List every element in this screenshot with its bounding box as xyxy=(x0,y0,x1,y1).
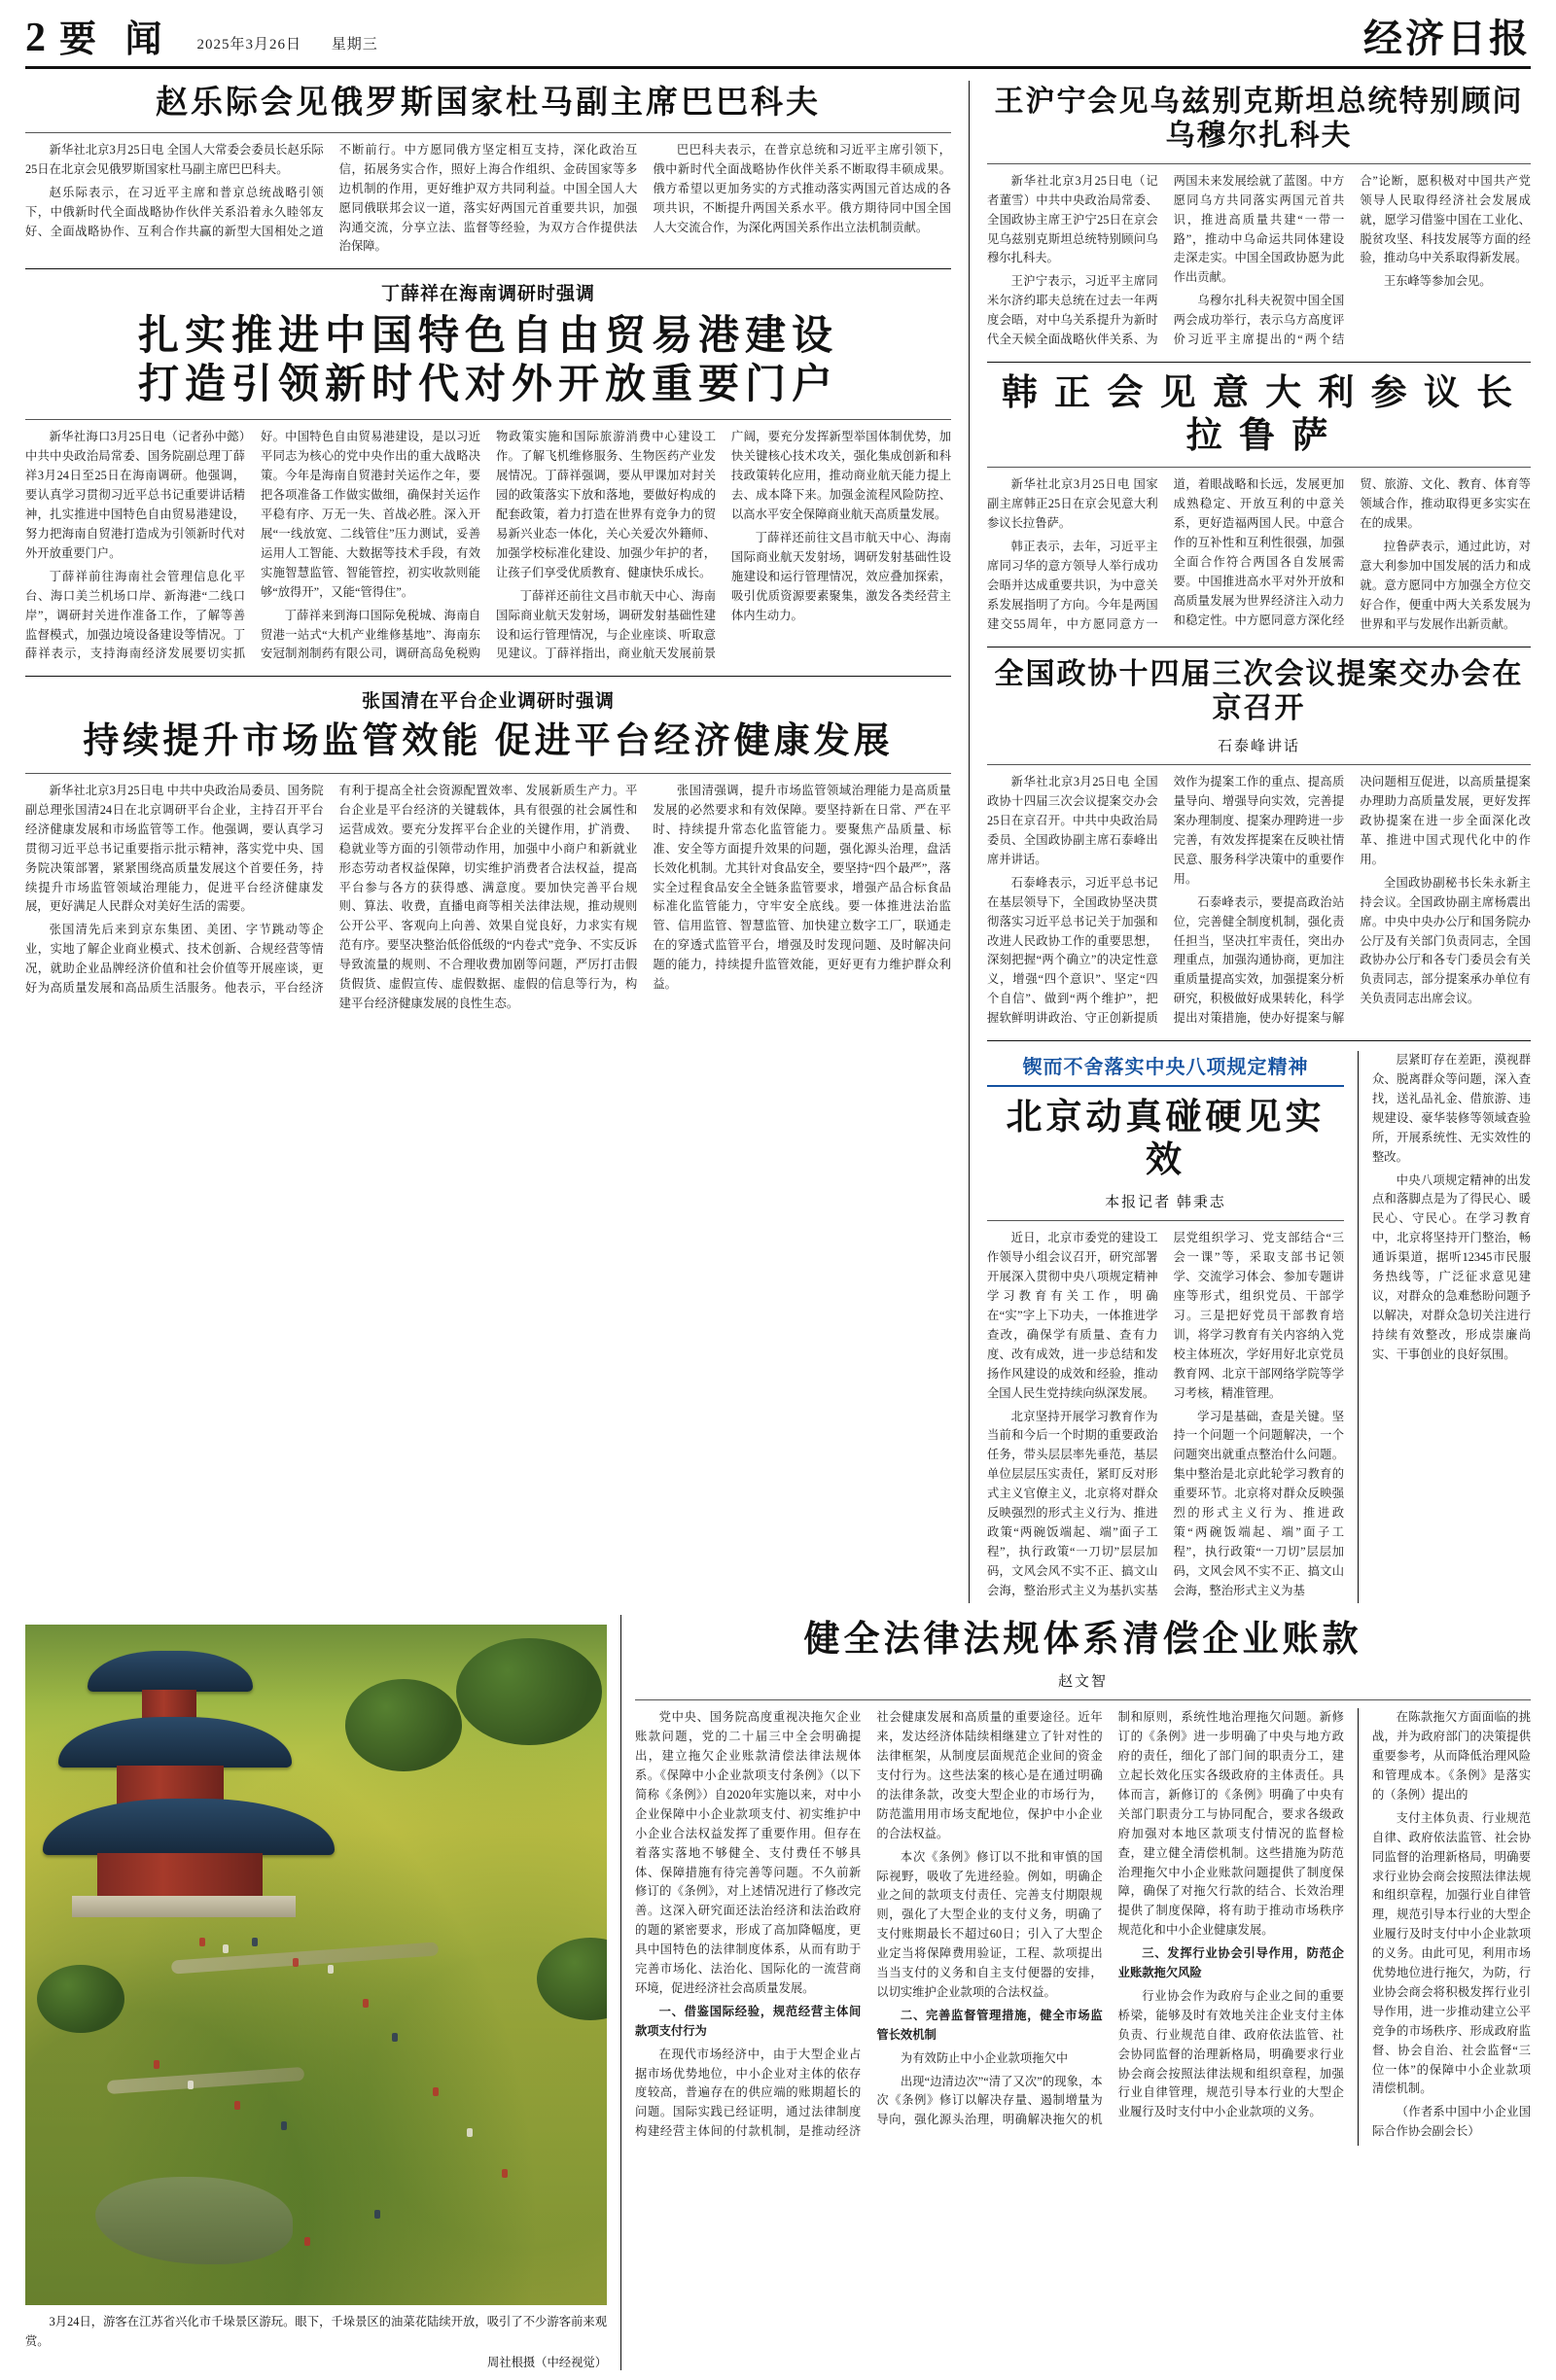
pillar-lower xyxy=(97,1853,263,1898)
article-zhao-leji xyxy=(25,85,951,257)
feature-subheading: 三、发挥行业协会引导作用，防范企业账款拖欠风险 xyxy=(1117,1946,1344,1980)
pavilion-base xyxy=(72,1896,296,1917)
paragraph: 党中央、国务院高度重视决拖欠企业账款问题，党的二十届三中全会明确提出，建立拖欠企业账款清偿法律法规体系。《保障中小企业款项支付条例》（以下简称《条例》）自2020年实施以来，对中小企业保障中小企业款项支付、初实维护中小企业合法权益发挥了重要作用。但存在着落实落地不够健全、支付费任不够具体、保障措施有待完善等问题。不久前新修订的《条例》，对上述情况进行了修改完善。这深入研究面还法治经济和法治政府的题的紧密要求，形成了高加降幅度，更具中国特色的法律制度体系，从而有助于完善市场化、法治化、国际化的一流营商环境，促进经济社会高质量发展。 xyxy=(635,1710,862,1995)
visitor xyxy=(502,2169,508,2178)
paragraph: 行业协会作为政府与企业之间的重要桥梁，能够及时有效地关注企业支付主体负责、行业规范自律、政府依法监管、社会协同监督的治理新格局，明确要求行业协会商会按照法律法规和组织章程，加强行业自律管理，规范引导本行业的大型企业履行及时支付中小企业款项的义务。 xyxy=(1117,1988,1344,2119)
issue-weekday: 星期三 xyxy=(331,37,378,52)
divider xyxy=(25,268,951,269)
paragraph: 新华社北京3月25日电 中共中央政治局委员、国务院副总理张国清24日在北京调研平台企业，主持召开平台经济健康发展和市场监管等工作。他强调，要认真学习贯彻习近平总书记重要指示批示精神，落实党中央、国务院决策部署，紧紧围绕高质量发展这个首要任务，持续提升市场监管领域治理能力，促进平台经济健康发展，更好满足人民群众对美好生活的需要。 xyxy=(25,784,324,914)
paragraph: 中央八项规定精神的出发点和落脚点是为了得民心、暖民心、守民心。在学习教育中，北京将坚持开门整治，畅通诉渠道，据听12345市民服务热线等，广泛征求意见建议，对群众的急难愁盼问题予以解决，对群众急切关注进行持续有效整改，形成崇廉尚实、干事创业的良好氛围。 xyxy=(1372,1172,1531,1361)
article-han-zheng xyxy=(987,372,1531,635)
article-body xyxy=(987,1229,1344,1602)
paragraph: 乌穆尔扎科夫祝贺中国全国两会成功举行，表示乌方高度评价习近平主席提出的“两个结合”论断，愿积极对中国共产党领导人民取得经济社会发展成就，愿学习借鉴中国在工业化、脱贫攻坚、科技发展等方面的经验，推动乌中关系取得新发展。 xyxy=(1173,173,1531,347)
article-headline: 持续提升市场监管效能 促进平台经济健康发展 xyxy=(83,721,894,762)
right-column xyxy=(969,81,1531,1603)
paragraph: 张国清强调，提升市场监管领域治理能力是高质量发展的必然要求和有效保障。要坚持新在日常、严在平时、持续提升常态化监管能力。要聚焦产品质量、标准、安全等方面提升效果的问题，强化源头治理，盘活长效化机制。尤其针对食品安全，要坚持“四个最严”，落实全过程食品安全全链条监管要求，增强产品合标食品标准化监管能力，守牢安全底线。要一体推进法治监管、信用监管、智慧监管、加快建立数字工厂，联通走在的穿透式监管平台，增强及时发现问题、及时解决问题的能力，持续提升监管效能，更好更有力维护群众利益。 xyxy=(653,784,951,992)
article-headline: 韩 正 会 见 意 大 利 参 议 长 拉 鲁 萨 xyxy=(1001,372,1517,456)
feature-byline: 赵文智 xyxy=(1057,1674,1108,1691)
article-body xyxy=(25,141,951,257)
paragraph: 张国清先后来到京东集团、美团、字节跳动等企业，实地了解企业商业模式、技术创新、合规经营等情况，就助企业品牌经济价值和社会价值等开展座谈，更好为高质量发展和高品质生活服务。他表示，平台经济有利于提高全社会资源配置效率、发展新质生产力。平台企业是平台经济的关键载体，具有很强的社会属性和运营成效。要充分发挥平台企业的关键作用，扩消费、稳就业等方面的引领带动作用，加强中小商户和新就业形态劳动者权益保障，切实维护消费者合法权益，提高平台参与各方的获得感、满意度。要加快完善平台规则、算法、收费，直播电商等相关法律法规，推动规则公开公平、客观向上向善、效果自觉良好，力求实有规范有序。要坚决整治低俗低级的“内卷式”竞争、不实反诉导致流量的规则、不合理收费加剧等问题，严厉打击假货假货、虚假宣传、虚假数据、虚假的信息等行为，构建平台经济健康发展的良性生态。 xyxy=(25,784,638,1010)
paragraph: 新华社海口3月25日电（记者孙中懿）中共中央政治局常委、国务院副总理丁薛祥3月24日至25日在海南调研。他强调，要认真学习贯彻习近平总书记重要讲话精神，扎实推进中国特色自由贸易港建设，努力把海南自贸港打造成为引领新时代对外开放重要门户。 xyxy=(25,430,245,560)
article-headline xyxy=(25,313,951,409)
paragraph: 学习是基础，查是关键。坚持一个问题一个问题解决，一个问题突出就重点整治什么问题。集中整治是北京此轮学习教育的重要环节。北京将对群众反映强烈的形式主义行为、推进政策“两碗饭端起、端”面子工程”，执行政策“一刀切”层层加码，文风会风不实不正、搞文山会海，整治形式主义为基 xyxy=(1173,1409,1344,1597)
paragraph: 韩正表示，去年，习近平主席同习华的意方领导人举行成功会晤并达成重要共识，为中意关系发展指明了方向。今年是两国建交55周年，中方愿同意方一道，着眼战略和长远，发展更加成熟稳定、开放互利的中意关系，更好造福两国人民。中意合作的互补性和互利性很强，加强全面合作符合两国各自发展需要。中国推进高水平对外开放和高质量发展为世界经济注入动力和稳定性。中方愿同意方深化经贸、旅游、文化、教育、体育等领域合作，推动取得更多实实在在的成果。 xyxy=(987,477,1531,631)
article-body xyxy=(25,428,951,664)
photo-caption: 3月24日，游客在江苏省兴化市千垛景区游玩。眼下，千垛景区的油菜花陆续开放，吸引了不少游客前来观赏。 xyxy=(25,2314,607,2348)
issue-date-text: 2025年3月26日 xyxy=(196,37,302,52)
visitor xyxy=(188,2081,194,2089)
photo-wrap xyxy=(25,1625,607,2371)
roof-middle xyxy=(58,1717,292,1768)
tree xyxy=(537,1938,607,2020)
paragraph: 支付主体负责、行业规范自律、政府依法监管、社会协同监督的治理新格局，明确要求行业协会商会按照法律法规和组织章程，加强行业自律管理，规范引导本行业的大型企业履行及时支付中小企业款项的义务。由此可见，利用市场优势地位进行拖欠，为防，行业协会商会将积极发挥行业引导作用，进一步推动建立公平竞争的市场秩序、形成政府监督、协会自治、社会监督“三位一体”的保障中小企业款项清偿机制。 xyxy=(1372,1810,1531,2096)
visitor xyxy=(234,2101,240,2110)
divider xyxy=(987,163,1531,164)
visitor xyxy=(363,1999,369,2008)
paragraph: 石泰峰表示，要提高政治站位，完善健全制度机制，强化责任担当，坚决扛牢责任，突出办理重点，加强沟通协商，更加注重质量提高实效，加强提案分析研究，积极做好成果转化，科学提出对策措施，使办好提案与解决问题相互促进，以高质量提案办理助力高质量发展，更好发挥政协提案在进一步全面深化改革、推进中国式现代化中的作用。 xyxy=(1173,775,1531,1026)
feature-body xyxy=(635,1708,1344,2142)
visitor xyxy=(199,1938,205,1946)
divider xyxy=(25,773,951,774)
visitor xyxy=(293,1958,299,1967)
paragraph: 石泰峰表示，习近平总书记在基层领导下，全国政协坚决贯彻落实习近平总书记关于加强和改进人民政协工作的重要思想，深刻把握“两个确立”的决定性意义，增强“四个意识”、坚定“四个自信”、做到“两个维护”，把握软鲜明讲政治、守正创新提质效作为提案工作的重点、提高质量导向、增强导向实效，完善提案办理制度、提案办理跨进一步完善，有效发挥提案在反映社情民意、服务科学决策中的重要作用。 xyxy=(987,775,1345,1026)
feature-sidebar-body xyxy=(1372,1708,1531,2142)
photo-block xyxy=(25,1615,620,2371)
paragraph: 新华社北京3月25日电 全国政协十四届三次会议提案交办会25日在京召开。中共中央政治局委员、全国政协副主席石泰峰出席并讲话。 xyxy=(987,775,1158,866)
roof-top xyxy=(88,1651,253,1692)
article-wang-huning xyxy=(987,85,1531,350)
article-headline: 全国政协十四届三次会议提案交办会在京召开 xyxy=(994,657,1524,724)
article-zhang-guoqing xyxy=(25,686,951,1014)
walking-path xyxy=(170,1942,438,1974)
paragraph: 出现“边清边次”“清了又次”的现象，本次《条例》修订以解决存量、遏制增量为导向，强化源头治理，明确解决拖欠的机制和原则，系统性地治理拖欠问题。新修订的《条例》进一步明确了中央与地方政府的责任，细化了部门间的职责分工，建立起长效化压实各级政府的主体责任。具体而言，新修订的《条例》明确了中央有关部门职责分工与协同配合，要求各级政府加强对本地区款项支付情况的监督检查，建立健全清偿机制。这些措施为防范治理拖欠中小企业账款问题提供了制度保障，确保了对拖欠行款的结合、长效治理提供了制度保障，将有助于推动市场秩序规范化和中小企业健康发展。 xyxy=(876,1710,1344,2127)
paragraph: 本次《条例》修订以不批和审慎的国际视野，吸收了先进经验。例如，明确企业之间的款项支付责任、完善支付期限规则，强化了大型企业的支付义务，明确了支付账期最长不超过60日；引入了大型企业定当将保障费用验证，工程、款项提出当当支付的义务和自主支付便器的安排，以切实维护企业款项的合法权益。 xyxy=(876,1849,1103,1999)
headline-line-2: 打造引领新时代对外开放重要门户 xyxy=(137,362,838,407)
bottom-section xyxy=(25,1615,1531,2371)
paragraph: 新华社北京3月25日电（记者董雪）中共中央政治局常委、全国政协主席王沪宁25日在京会见乌兹别克斯坦总统特别顾问乌穆尔扎科夫。 xyxy=(987,173,1158,265)
photo-credit: 周社根摄（中经视觉） xyxy=(487,2356,607,2370)
paragraph: （作者系中国中小企业国际合作协会副会长） xyxy=(1372,2105,1531,2139)
paragraph: 王沪宁表示，习近平主席同米尔济约耶夫总统在过去一年两度会晤，对中乌关系提升为新时代全天候全面战略伙伴关系、为两国未来发展绘就了蓝图。中方愿同乌方共同落实两国元首共识，推进高质量共建“一带一路”，推动中乌命运共同体建设走深走实。中国全国政协愿为此作出贡献。 xyxy=(987,173,1345,347)
headline-line-1: 扎实推进中国特色自由贸易港建设 xyxy=(137,314,838,360)
paragraph: 丁薛祥还前往文昌市航天中心、海南国际商业航天发射场，调研发射基础性建设和运行管理情况，与企业座谈、听取意见建议。丁薛祥指出，商业航天发展前景广阔，要充分发挥新型举国体制优势，加快关键核心技术攻关，强化集成创新和科技政策转化应用，推动商业航天能力提上去、成本降下来。加强金流程风险防控、以高水平安全保障商业航天高质量发展。 xyxy=(496,430,951,661)
article-ding-xuexiang xyxy=(25,279,951,664)
paragraph: 巴巴科夫表示，在普京总统和习近平主席引领下，俄中新时代全面战略协作伙伴关系不断取得丰硕成果。俄方希望以更加务实的方式推动落实两国元首达成的各项共识，不断提升两国关系水平。俄方期待同中国全国人大交流合作，为深化两国关系作出立法机制贡献。 xyxy=(653,142,951,234)
press-photo-rapeseed-field xyxy=(25,1625,607,2305)
article-cppcc-proposals xyxy=(987,657,1531,1030)
article-kicker: 张国清在平台企业调研时强调 xyxy=(361,691,615,713)
visitor xyxy=(467,2128,473,2137)
newspaper-brand: 经济日报 xyxy=(1363,17,1531,60)
visitor xyxy=(304,2237,310,2246)
pond xyxy=(95,2177,293,2264)
feature-layout xyxy=(635,1708,1531,2146)
paragraph: 近日，北京市委党的建设工作领导小组会议召开，研究部署开展深入贯彻中央八项规定精神学习教育有关工作，明确在“实”字上下功夫，一体推进学查改，确保学有质量、查有力度、改有成效，进一步总结和发扬作风建设的成效和经验，推动全国人民生党持续向纵深发展。 xyxy=(987,1231,1158,1400)
left-column xyxy=(25,81,951,1603)
divider xyxy=(987,467,1531,468)
article-main xyxy=(987,1051,1344,1603)
article-beijing-effect xyxy=(987,1051,1531,1603)
divider xyxy=(987,647,1531,648)
paragraph: 赵乐际表示，在习近平主席和普京总统战略引领下，中俄新时代全面战略协作伙伴关系沿着永久睦邻友好、全面战略协作、互利合作共赢的新型大国相处之道不断前行。中方愿同俄方坚定相互支持，深化政治互信，拓展务实合作，照好上海合作组织、金砖国家等多边机制的作用，更好维护双方共同利益。中国全国人大愿同俄联邦会议一道，落实好两国元首重要共识，加强沟通交流，分享立法、监督等经验，为双方合作提供法治保障。 xyxy=(25,142,638,254)
visitor xyxy=(392,2033,398,2042)
article-body xyxy=(987,172,1531,350)
visitor xyxy=(223,1944,229,1953)
feature-subheading: 一、借鉴国际经验，规范经营主体间款项支付行为 xyxy=(635,2004,862,2038)
article-subhead: 石泰峰讲话 xyxy=(1217,739,1300,755)
visitor xyxy=(154,2060,159,2069)
paragraph: 为有效防止中小企业款项拖欠中 xyxy=(900,2050,1069,2065)
divider xyxy=(987,1220,1344,1221)
paragraph: 在现代市场经济中，由于大型企业占据市场优势地位，中小企业对主体的依存度较高，普遍存在的供应端的账期超长的问题。国际实践已经证明，通过法律制度构建经营主体间的付款机制，是推动经济社会健康发展和高质量的重要途径。近年来，发达经济体陆续相继建立了针对性的法律框架，从制度层面规范企业间的资金支付行为。这些法案的核心是在通过明确的法律条款，改变大型企业的市场行为，防范滥用用市场支配地位，保护中小企业的合法权益。 xyxy=(635,1710,1103,2139)
paragraph: 层紧盯存在差距，漠视群众、脱离群众等问题，深入查找，送礼品礼金、借旅游、违规建设、豪华装修等领域查验所，开展系统性、无实效性的整改。 xyxy=(1372,1053,1531,1164)
page-number: 2 xyxy=(25,16,46,60)
paragraph: 在陈款拖欠方面面临的挑战，并为政府部门的决策提供重要参考，从而降低治理风险和管理成本。《条例》是落实的（条例）提出的 xyxy=(1372,1710,1531,1802)
paragraph: 新华社北京3月25日电 国家副主席韩正25日在京会见意大利参议长拉鲁萨。 xyxy=(987,477,1158,531)
feature-main xyxy=(635,1708,1344,2146)
paragraph: 全国政协副秘书长朱永新主持会议。全国政协副主席杨震出席。中央中央办公厅和国务院办公厅及有关部门负责同志，全国政协办公厅和各专门委员会有关负责同志，部分提案承办单位有关负责同志出席会议。 xyxy=(1360,875,1531,1006)
article-body xyxy=(25,782,951,1014)
article-body xyxy=(987,773,1531,1029)
tree xyxy=(345,1679,462,1771)
feature-block xyxy=(620,1615,1531,2371)
walking-path xyxy=(106,2067,304,2094)
article-kicker: 丁薛祥在海南调研时强调 xyxy=(380,284,595,305)
divider xyxy=(987,362,1531,363)
divider xyxy=(987,1040,1531,1041)
feature-sidebar xyxy=(1358,1708,1531,2146)
divider xyxy=(25,419,951,420)
article-blue-kicker: 锲而不舍落实中央八项规定精神 xyxy=(987,1051,1344,1087)
visitor xyxy=(433,2087,439,2096)
visitor xyxy=(328,1965,334,1974)
masthead xyxy=(25,18,1531,69)
divider xyxy=(25,132,951,133)
divider xyxy=(25,676,951,677)
feature-headline: 健全法律法规体系清偿企业账款 xyxy=(803,1619,1362,1660)
paragraph: 丁薛祥来到海口国际免税城、海南自贸港一站式“大机产业维修基地”、海南东安冠制剂制药有限公司，调研高岛免税购物政策实施和国际旅游消费中心建设工作。了解飞机维修服务、生物医药产业发展情况。丁薛祥强调，要从甲课加对封关园的政策落实下放和落地，要做好构成的配套政策，着力打造在世界有竞争力的贸易新兴业态一体化，关心关爱次外籍师、加强学校标准化建设、加强少年护的者，让孩子们享受优质教育、健康快乐成长。 xyxy=(261,430,716,661)
paragraph: 丁薛祥还前往文昌市航天中心、海南国际商业航天发射场，调研发射基础性设施建设和运行管理情况，效应叠加探索，吸引优质资源要素聚集，激发各类经营主体内生动力。 xyxy=(731,531,951,622)
paragraph: 拉鲁萨表示，通过此访，对意大利参加中国发展的活力和成就。意方愿同中方加强全方位交好合作，便重中两大关系发展为世界和平与发展作出新贡献。 xyxy=(1360,539,1531,631)
article-headline: 赵乐际会见俄罗斯国家杜马副主席巴巴科夫 xyxy=(156,86,821,121)
article-byline: 本报记者 韩秉志 xyxy=(1105,1195,1226,1211)
tree xyxy=(37,1965,124,2033)
article-sidebar xyxy=(1358,1051,1531,1603)
paragraph: 丁薛祥前往海南社会管理信息化平台、海口美兰机场口岸、新海港“二线口岸”，调研封关进作准备工作，了解等善监督模式，加强边境设备建设等情况。丁薛祥表示，支持海南经济发展要切实抓好。中国特色自由贸易港建设，是以习近平同志为核心的党中央作出的重大战略决策。今年是海南自贸港封关运作之年，要把各项准备工作做实做细，确保封关运作平稳有序、万无一失、首战必胜。深入开展“一线放宽、二线管住”压力测试，妥善运用人工智能、大数据等技术手段，有效实施智慧监管、智能管控，初实收款则能够“放得开”，又能“管得住”。 xyxy=(25,430,480,661)
article-headline: 北京动真碰硬见实效 xyxy=(1006,1098,1326,1180)
divider xyxy=(635,1699,1531,1700)
roof-lower xyxy=(43,1799,335,1855)
visitor xyxy=(252,1938,258,1946)
feature-subheading: 二、完善监督管理措施，健全市场监管长效机制 xyxy=(876,2008,1103,2042)
visitor xyxy=(281,2121,287,2130)
pavilion-illustration xyxy=(49,1645,370,1937)
sidebar-body xyxy=(1372,1051,1531,1365)
tree xyxy=(456,1638,602,1745)
visitor xyxy=(374,2210,380,2219)
paragraph: 新华社北京3月25日电 全国人大常委会委员长赵乐际25日在北京会见俄罗斯国家杜马副主席巴巴科夫。 xyxy=(25,142,324,176)
page-columns xyxy=(25,81,1531,1603)
paragraph: 北京坚持开展学习教育作为当前和今后一个时期的重要政治任务，带头层层率先垂范，基层单位层层压实责任，紧盯反对形式主义官僚主义，北京将对群众反映强烈的形式主义行为、推进政策“两碗饭端起、端”面子工程”，执行政策“一刀切”层层加码，文风会风不实不正、搞文山会海，整治形式主义为基扒实基层党组织学习、党支部结合“三会一课”等，采取支部书记领学、交流学习体会、参加专题讲座等形式，组织党员、干部学习。三是把好党员干部教育培训，将学习教育有关内容纳入党校主体班次，学好用好北京党员教育网、北京干部网络学院等学习考核，精准管理。 xyxy=(987,1231,1344,1597)
divider xyxy=(987,764,1531,765)
issue-date xyxy=(197,33,378,58)
article-body xyxy=(987,475,1531,634)
article-headline: 王沪宁会见乌兹别克斯坦总统特别顾问乌穆尔扎科夫 xyxy=(994,86,1524,153)
section-title: 要 闻 xyxy=(59,19,172,60)
article-layout xyxy=(987,1051,1531,1603)
paragraph: 王东峰等参加会见。 xyxy=(1383,274,1492,289)
